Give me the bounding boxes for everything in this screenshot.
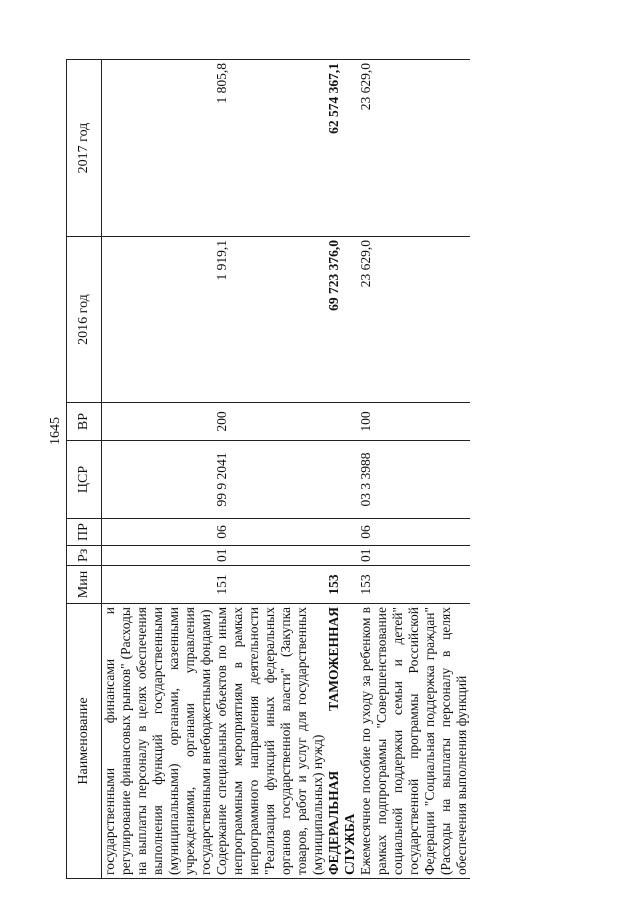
table-row: [326, 60, 358, 879]
header-rz: Рз: [67, 546, 102, 566]
row-2016: 69 723 376,0: [326, 237, 358, 403]
table-row: [214, 60, 326, 879]
row-2017: [102, 60, 215, 237]
row-pr: [326, 519, 358, 546]
header-min: Мин: [67, 566, 102, 604]
row-pr: [102, 519, 215, 546]
row-2016: 23 629,0: [358, 237, 470, 403]
row-min: 151: [214, 566, 326, 604]
row-vr: [326, 403, 358, 441]
row-name: государственными финансами и регулирование финансовых рынков" (Расходы на выплаты персоналу в целях обеспечения выполнения функций государственными (муниципальными) органами, казенными учреждениями, органами управления государственными внебюджетными фондами): [102, 604, 215, 879]
table-row: [102, 60, 215, 879]
row-rz: [102, 546, 215, 566]
row-min: 153: [358, 566, 470, 604]
row-min: [102, 566, 215, 604]
row-rz: [326, 546, 358, 566]
budget-table: [66, 59, 470, 879]
page-number: 1645: [48, 417, 63, 445]
table-row: [358, 60, 470, 879]
row-2017: 23 629,0: [358, 60, 470, 237]
header-2016: 2016 год: [67, 237, 102, 403]
header-pr: ПР: [67, 519, 102, 546]
row-csr: 99 9 2041: [214, 441, 326, 519]
row-csr: 03 3 3988: [358, 441, 470, 519]
row-2016: 1 919,1: [214, 237, 326, 403]
row-csr: [326, 441, 358, 519]
row-csr: [102, 441, 215, 519]
row-pr: 06: [214, 519, 326, 546]
header-csr: ЦСР: [67, 441, 102, 519]
header-2017: 2017 год: [67, 60, 102, 237]
row-2016: [102, 237, 215, 403]
row-min: 153: [326, 566, 358, 604]
row-rz: 01: [358, 546, 470, 566]
row-vr: 200: [214, 403, 326, 441]
row-name: ФЕДЕРАЛЬНАЯ ТАМОЖЕННАЯ СЛУЖБА: [326, 604, 358, 879]
header-vr: ВР: [67, 403, 102, 441]
row-rz: 01: [214, 546, 326, 566]
table-header-row: [67, 60, 102, 879]
row-vr: [102, 403, 215, 441]
header-name: Наименование: [67, 604, 102, 879]
rotated-page: [66, 60, 604, 879]
row-name: Ежемесячное пособие по уходу за ребенком в рамках подпрограммы "Совершенствование социальной поддержки семьи и детей" государственной программы Российской Федерации "Социальная поддержка граждан" (Расходы на выплаты персоналу в целях обеспечения выполнения функций: [358, 604, 470, 879]
row-2017: 62 574 367,1: [326, 60, 358, 237]
row-pr: 06: [358, 519, 470, 546]
row-2017: 1 805,8: [214, 60, 326, 237]
row-vr: 100: [358, 403, 470, 441]
row-name: Содержание специальных объектов по иным непрограммным мероприятиям в рамках непрограммного направления деятельности "Реализация функций иных федеральных органов государственной власти" (Закупка товаров, работ и услуг для государственных (муниципальных) нужд): [214, 604, 326, 879]
